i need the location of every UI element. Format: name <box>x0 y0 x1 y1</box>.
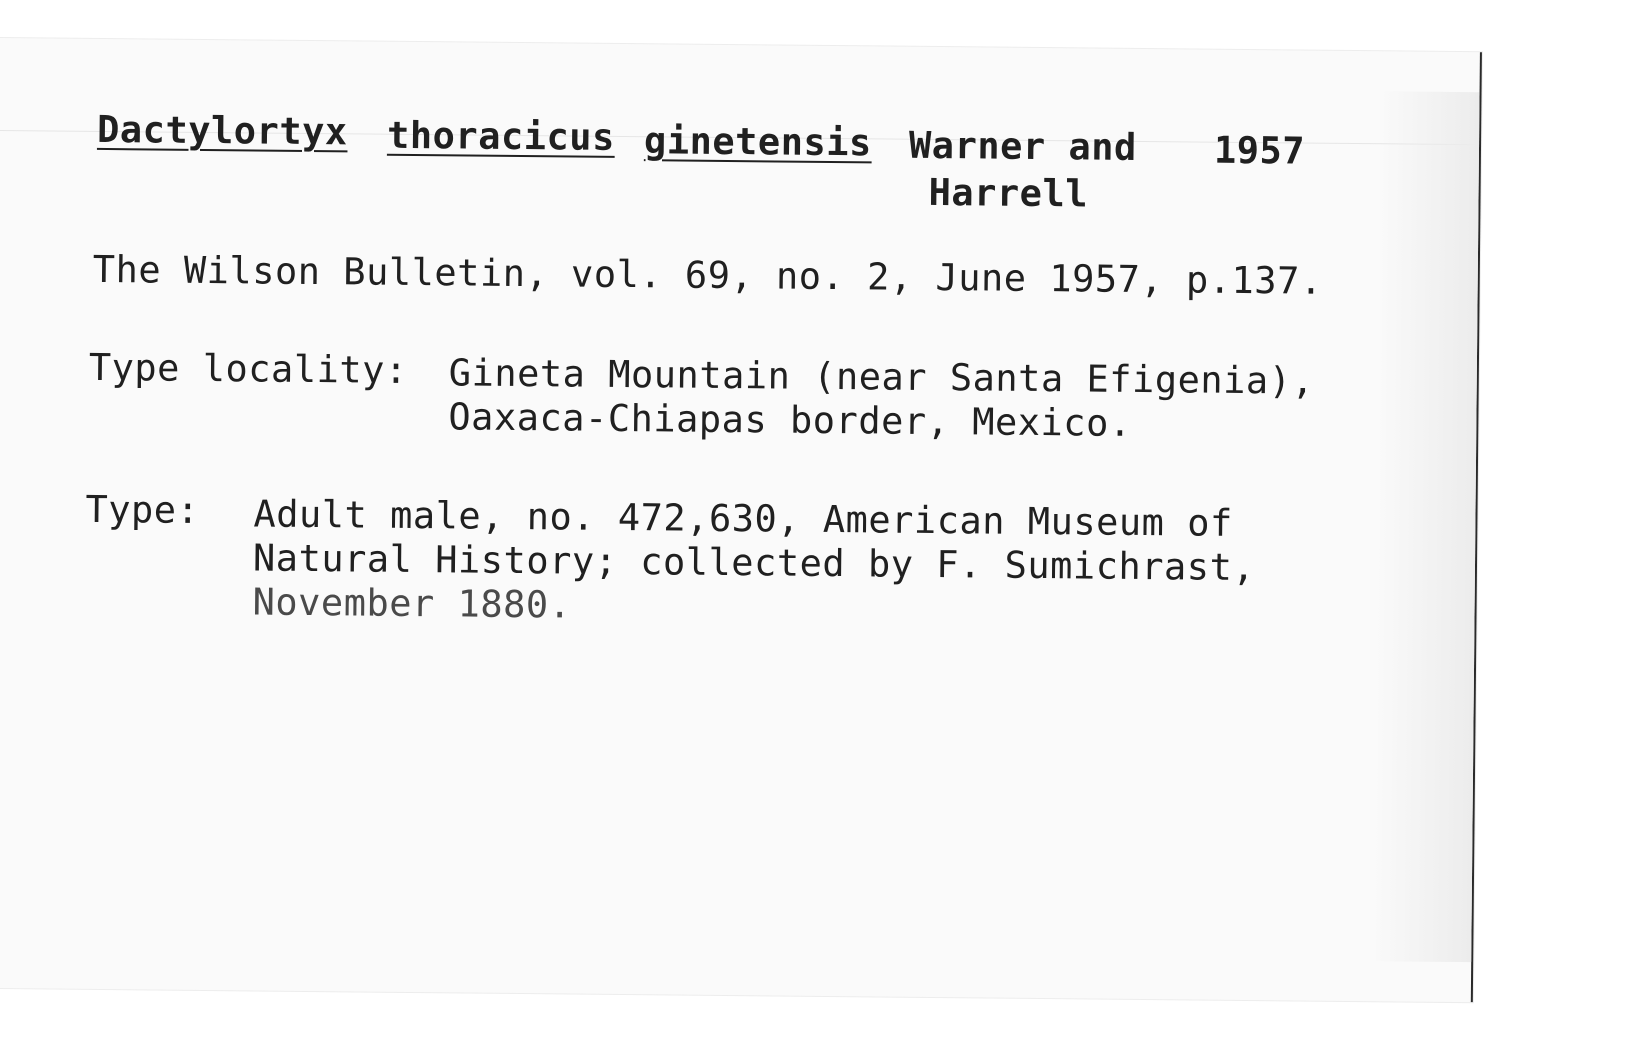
type-line-3: November 1880. <box>252 580 572 627</box>
authors-line-1: Warner and <box>908 123 1137 169</box>
type-locality-label: Type locality: <box>88 345 408 392</box>
subspecies-name: ginetensis <box>643 119 873 165</box>
type-line-2: Natural History; collected by F. Sumichrast, <box>252 536 1256 590</box>
type-locality-line-2: Oaxaca-Chiapas border, Mexico. <box>448 395 1132 445</box>
species-name: thoracicus <box>386 113 616 159</box>
index-card <box>0 38 1482 1002</box>
type-line-1: Adult male, no. 472,630, American Museum of <box>253 492 1233 545</box>
type-label: Type: <box>85 487 200 532</box>
type-locality-line-1: Gineta Mountain (near Santa Efigenia), <box>448 351 1315 403</box>
publication-citation: The Wilson Bulletin, vol. 69, no. 2, June 1957, p.137. <box>92 247 1323 303</box>
description-year: 1957 <box>1213 128 1306 173</box>
authors-line-2: Harrell <box>928 170 1089 216</box>
genus-name: Dactylortyx <box>96 107 348 154</box>
